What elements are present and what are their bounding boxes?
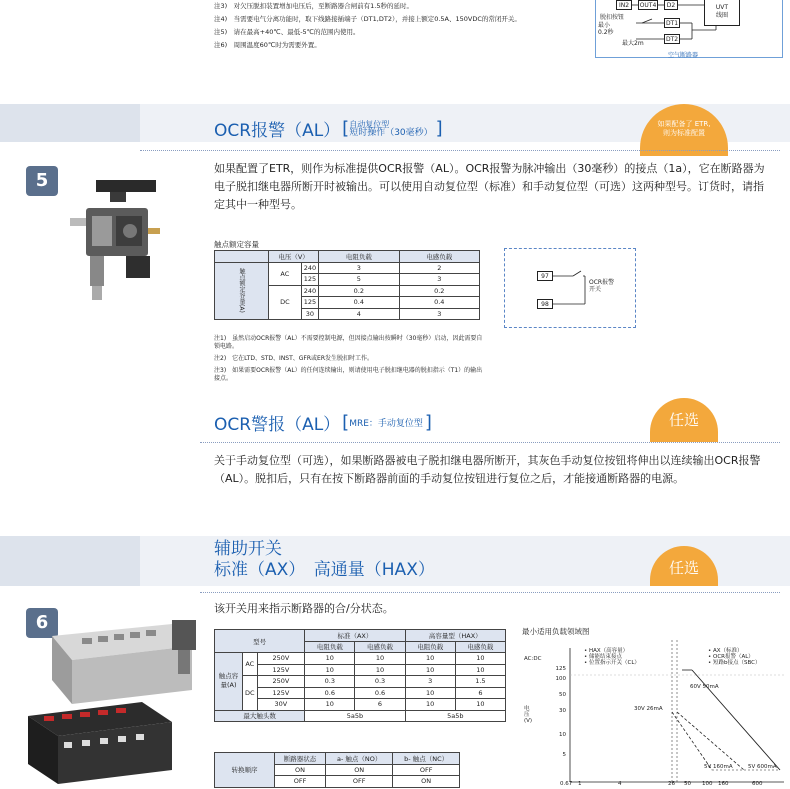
type-ac: AC xyxy=(269,262,302,285)
wiring-lines xyxy=(596,0,784,58)
table-row xyxy=(215,653,506,665)
max-length-label: 最大2m xyxy=(622,40,644,47)
legend-item: • 储能结束接点 xyxy=(584,654,622,660)
header-inductive: 电感负载 xyxy=(455,641,505,653)
top-note-3: 注3) 对欠压脱扣装置增加电压后，至断路器合闸前有1.5秒的延时。 xyxy=(214,2,414,10)
table-row xyxy=(215,262,480,274)
cell-hax-r: 10 xyxy=(405,664,455,676)
section-aux-divider xyxy=(200,592,780,593)
seq-cell: OFF xyxy=(393,764,460,776)
x-tick: 4 xyxy=(618,781,622,787)
bracket-line-1: 自动复位型 xyxy=(349,119,390,129)
terminal-dt1: DT1 xyxy=(665,20,679,27)
x-tick: 50 xyxy=(684,781,691,787)
cell-std-r: 10 xyxy=(305,699,355,711)
trip-button-label: 脱扣按钮 xyxy=(600,14,625,21)
y-axis-ticks xyxy=(548,664,566,760)
cell-std-l: 10 xyxy=(355,664,405,676)
min-load-chart xyxy=(522,640,784,789)
top-note-6: 注6) 周围温度60℃时为需要外置。 xyxy=(214,41,321,49)
cell-voltage: 125 xyxy=(301,274,318,286)
cell-voltage: 125V xyxy=(257,687,305,699)
terminal-97: 97 xyxy=(537,271,553,281)
cell-resistive: 4 xyxy=(319,308,399,320)
top-note-5: 注5) 请在最高+40℃、最低-5℃的范围内使用。 xyxy=(214,28,360,36)
section-al-divider xyxy=(140,150,780,151)
switching-sequence-table xyxy=(214,752,460,788)
min-time-label: 最小 0.2秒 xyxy=(598,22,614,36)
uvt-wiring-diagram xyxy=(595,0,783,58)
cell-hax-r: 10 xyxy=(405,699,455,711)
section-al-description: 如果配置了ETR，则作为标准提供OCR报警（AL）。OCR报警为脉冲输出（30毫秒）的接点（1a），它在断路器为电子脱扣继电器所断开时被输出。可以使用自动复位型（标准）和手动复位型（可选）这两种型号。订货时，请指定其中一种型号。 xyxy=(214,162,765,211)
seq-cell: ON xyxy=(326,764,393,776)
badge-line-2: 则为标准配置 xyxy=(663,129,705,137)
legend-item: • 位置指示开关（CL） xyxy=(584,660,640,666)
section-aux-title xyxy=(214,539,435,581)
seq-cell: OFF xyxy=(326,776,393,788)
ocr-alarm-switch-image xyxy=(66,178,166,308)
terminal-in2: IN2 xyxy=(616,0,632,10)
cell-voltage: 125V xyxy=(257,664,305,676)
cell-voltage: 250V xyxy=(257,653,305,665)
table-corner xyxy=(215,251,269,263)
al-rating-table xyxy=(214,250,480,320)
x-axis-ticks xyxy=(560,781,784,789)
legend-item: • OCR报警（AL） xyxy=(708,654,754,660)
legend-item: • AX（标准） xyxy=(708,648,743,654)
y-tick: 30 xyxy=(559,708,566,714)
cell-hax-l: 10 xyxy=(455,653,505,665)
cell-voltage: 250V xyxy=(257,676,305,688)
header-resistive: 电阻负载 xyxy=(305,641,355,653)
cell-voltage: 30V xyxy=(257,699,305,711)
terminal-d2: D2 xyxy=(664,0,678,10)
header-breaker-state: 断路器状态 xyxy=(275,753,326,765)
section-number-6: 6 xyxy=(26,608,58,638)
cell-std-l: 0.3 xyxy=(355,676,405,688)
cell-resistive: 0.4 xyxy=(319,297,399,309)
y-tick: 10 xyxy=(559,732,566,738)
section-al-heading xyxy=(214,116,443,141)
max-contacts-hax: 5a5b xyxy=(405,710,505,722)
cell-inductive: 0.4 xyxy=(399,297,479,309)
type-ac: AC xyxy=(243,653,258,676)
type-dc: DC xyxy=(269,285,302,320)
cell-resistive: 3 xyxy=(319,262,399,274)
section-al-manual-title: OCR警报（AL） xyxy=(214,415,341,435)
y-tick: 125 xyxy=(555,666,566,672)
table-row xyxy=(215,664,506,676)
seq-cell: ON xyxy=(393,776,460,788)
chart-legend-left xyxy=(584,648,640,666)
header-resistive: 电阻负载 xyxy=(405,641,455,653)
cell-hax-l: 6 xyxy=(455,687,505,699)
al-switch-label: OCR报警 开关 xyxy=(589,279,615,293)
section-number-5: 5 xyxy=(26,166,58,196)
section-bar-accent xyxy=(0,536,140,586)
y-tick: 50 xyxy=(559,692,566,698)
al-note-2: 注2) 它在LTD、STD、INST、GFR或ER发生脱扣时工作。 xyxy=(214,355,374,362)
y-axis-top-label: AC:DC xyxy=(524,656,542,662)
top-notes xyxy=(214,0,584,52)
terminal-98: 98 xyxy=(537,299,553,309)
cell-voltage: 125 xyxy=(301,297,318,309)
breaker-label: 空气断路器 xyxy=(668,52,699,59)
header-resistive: 电阻负载 xyxy=(319,251,399,263)
cell-std-r: 10 xyxy=(305,653,355,665)
section-bar-accent xyxy=(0,104,140,142)
bracket-open: [ xyxy=(342,118,350,139)
x-tick: 26 xyxy=(668,781,675,787)
annotation-5v-600: 5V 600mA xyxy=(748,764,777,770)
x-tick: 160 xyxy=(718,781,729,787)
cell-voltage: 240 xyxy=(301,285,318,297)
bracket-line-2: 短时操作（30毫秒） xyxy=(349,127,433,138)
top-note-4: 注4) 当需要电气分离功能时，取下线路接插端子（DT1,DT2），并接上额定0.5A、150VDC的常闭开关。 xyxy=(214,15,521,23)
section-al-manual-description: 关于手动复位型（可选），如果断路器被电子脱扣继电器所断开，其灰色手动复位按钮将伸出以连续输出OCR报警（AL）。脱扣后，只有在按下断路器前面的手动复位按钮进行复位之后，才能接通断路器的电源。 xyxy=(214,454,761,485)
cell-voltage: 30 xyxy=(301,308,318,320)
table-row xyxy=(215,687,506,699)
table-row xyxy=(215,710,506,722)
section-al-manual-divider xyxy=(200,442,780,443)
header-b-contact: b- 触点（NC） xyxy=(393,753,460,765)
x-tick: 0.67 xyxy=(560,781,573,787)
cell-hax-l: 10 xyxy=(455,699,505,711)
type-dc: DC xyxy=(243,676,258,711)
y-tick: 5 xyxy=(562,752,566,758)
seq-cell: ON xyxy=(275,764,326,776)
bracket-close: ] xyxy=(435,118,443,139)
terminal-out4: OUT4 xyxy=(639,2,657,9)
cell-std-r: 10 xyxy=(305,664,355,676)
header-std: 标准（AX） xyxy=(305,630,405,642)
max-contacts-label: 最大触头数 xyxy=(215,710,305,722)
cell-hax-r: 10 xyxy=(405,687,455,699)
cell-std-l: 0.6 xyxy=(355,687,405,699)
cell-inductive: 0.2 xyxy=(399,285,479,297)
cell-inductive: 3 xyxy=(399,274,479,286)
al-note-1: 注1) 虽然启动OCR报警（AL）不需要控制电源，但因接点输出按瞬时（30毫秒）启动，因此需要自锁电路。 xyxy=(214,335,483,350)
section-al-title: OCR报警（AL） xyxy=(214,121,341,141)
aux-side-label: 触点容量(A) xyxy=(215,653,243,711)
annotation-30v: 30V 26mA xyxy=(634,706,663,712)
contact-rating-caption: 触点额定容量 xyxy=(214,240,259,249)
y-axis-label: 电压(V) xyxy=(524,706,533,724)
badge-line-1: 如果配备了 ETR, xyxy=(657,120,711,128)
aux-switch-image xyxy=(22,616,212,788)
cell-std-l: 6 xyxy=(355,699,405,711)
table-row xyxy=(215,676,506,688)
x-tick: 600 xyxy=(752,781,763,787)
optional-badge: 任选 xyxy=(650,398,718,442)
max-contacts-std: 5a5b xyxy=(305,710,405,722)
header-a-contact: a- 触点（NO） xyxy=(326,753,393,765)
sequence-label: 转换顺序 xyxy=(215,753,275,788)
header-voltage: 电压（V） xyxy=(269,251,319,263)
chart-legend-right xyxy=(708,648,761,666)
y-tick: 100 xyxy=(555,676,566,682)
section-aux-title-line1: 辅助开关 xyxy=(214,539,282,559)
optional-badge: 任选 xyxy=(650,546,718,586)
cell-resistive: 5 xyxy=(319,274,399,286)
aux-rating-table xyxy=(214,629,506,722)
cell-std-r: 0.6 xyxy=(305,687,355,699)
cell-hax-l: 10 xyxy=(455,664,505,676)
table-header-row xyxy=(215,251,480,263)
cell-voltage: 240 xyxy=(301,262,318,274)
annotation-60v: 60V 50mA xyxy=(690,684,719,690)
cell-hax-l: 1.5 xyxy=(455,676,505,688)
legend-item: • HAX（高容量） xyxy=(584,648,629,654)
al-notes xyxy=(214,335,486,383)
header-inductive: 电感负载 xyxy=(355,641,405,653)
cell-hax-r: 10 xyxy=(405,653,455,665)
section-al-bracket xyxy=(349,120,432,138)
legend-item: • 短路b接点（SBC） xyxy=(708,660,761,666)
al-note-3: 注3) 如果需要OCR报警（AL）的任何连续输出，则请使用电子脱扣继电器的脱扣指示（T1）的输出接点。 xyxy=(214,367,483,382)
bracket-close: ] xyxy=(424,412,432,433)
cell-std-r: 0.3 xyxy=(305,676,355,688)
header-model: 型号 xyxy=(215,630,305,653)
terminal-dt2: DT2 xyxy=(665,36,679,43)
cell-inductive: 2 xyxy=(399,262,479,274)
min-load-chart-title: 最小适用负载领域图 xyxy=(522,627,590,636)
section-aux-title-line2: 标准（AX） 高通量（HAX） xyxy=(214,560,435,580)
section-al-manual-heading xyxy=(214,410,432,435)
cell-std-l: 10 xyxy=(355,653,405,665)
x-tick: 100 xyxy=(702,781,713,787)
table-header-row xyxy=(215,630,506,642)
cell-inductive: 3 xyxy=(399,308,479,320)
al-circuit-diagram xyxy=(504,248,636,328)
table-side-label: 触点额定容量(A) xyxy=(215,262,269,320)
annotation-5v-160: 5V 160mA xyxy=(704,764,733,770)
section-aux-description: 该开关用来指示断路器的合/分状态。 xyxy=(214,602,394,615)
al-circuit-lines xyxy=(505,249,635,327)
section-al-manual-bracket: MRE：手动复位型 xyxy=(349,419,423,429)
seq-cell: OFF xyxy=(275,776,326,788)
uvt-coil-box: UVT 线圈 xyxy=(704,0,740,26)
header-inductive: 电感负载 xyxy=(399,251,479,263)
table-header-row xyxy=(215,753,460,765)
x-tick: 1 xyxy=(578,781,582,787)
header-hax: 高容量型（HAX） xyxy=(405,630,505,642)
bracket-open: [ xyxy=(342,412,350,433)
table-row xyxy=(215,699,506,711)
cell-resistive: 0.2 xyxy=(319,285,399,297)
cell-hax-r: 3 xyxy=(405,676,455,688)
